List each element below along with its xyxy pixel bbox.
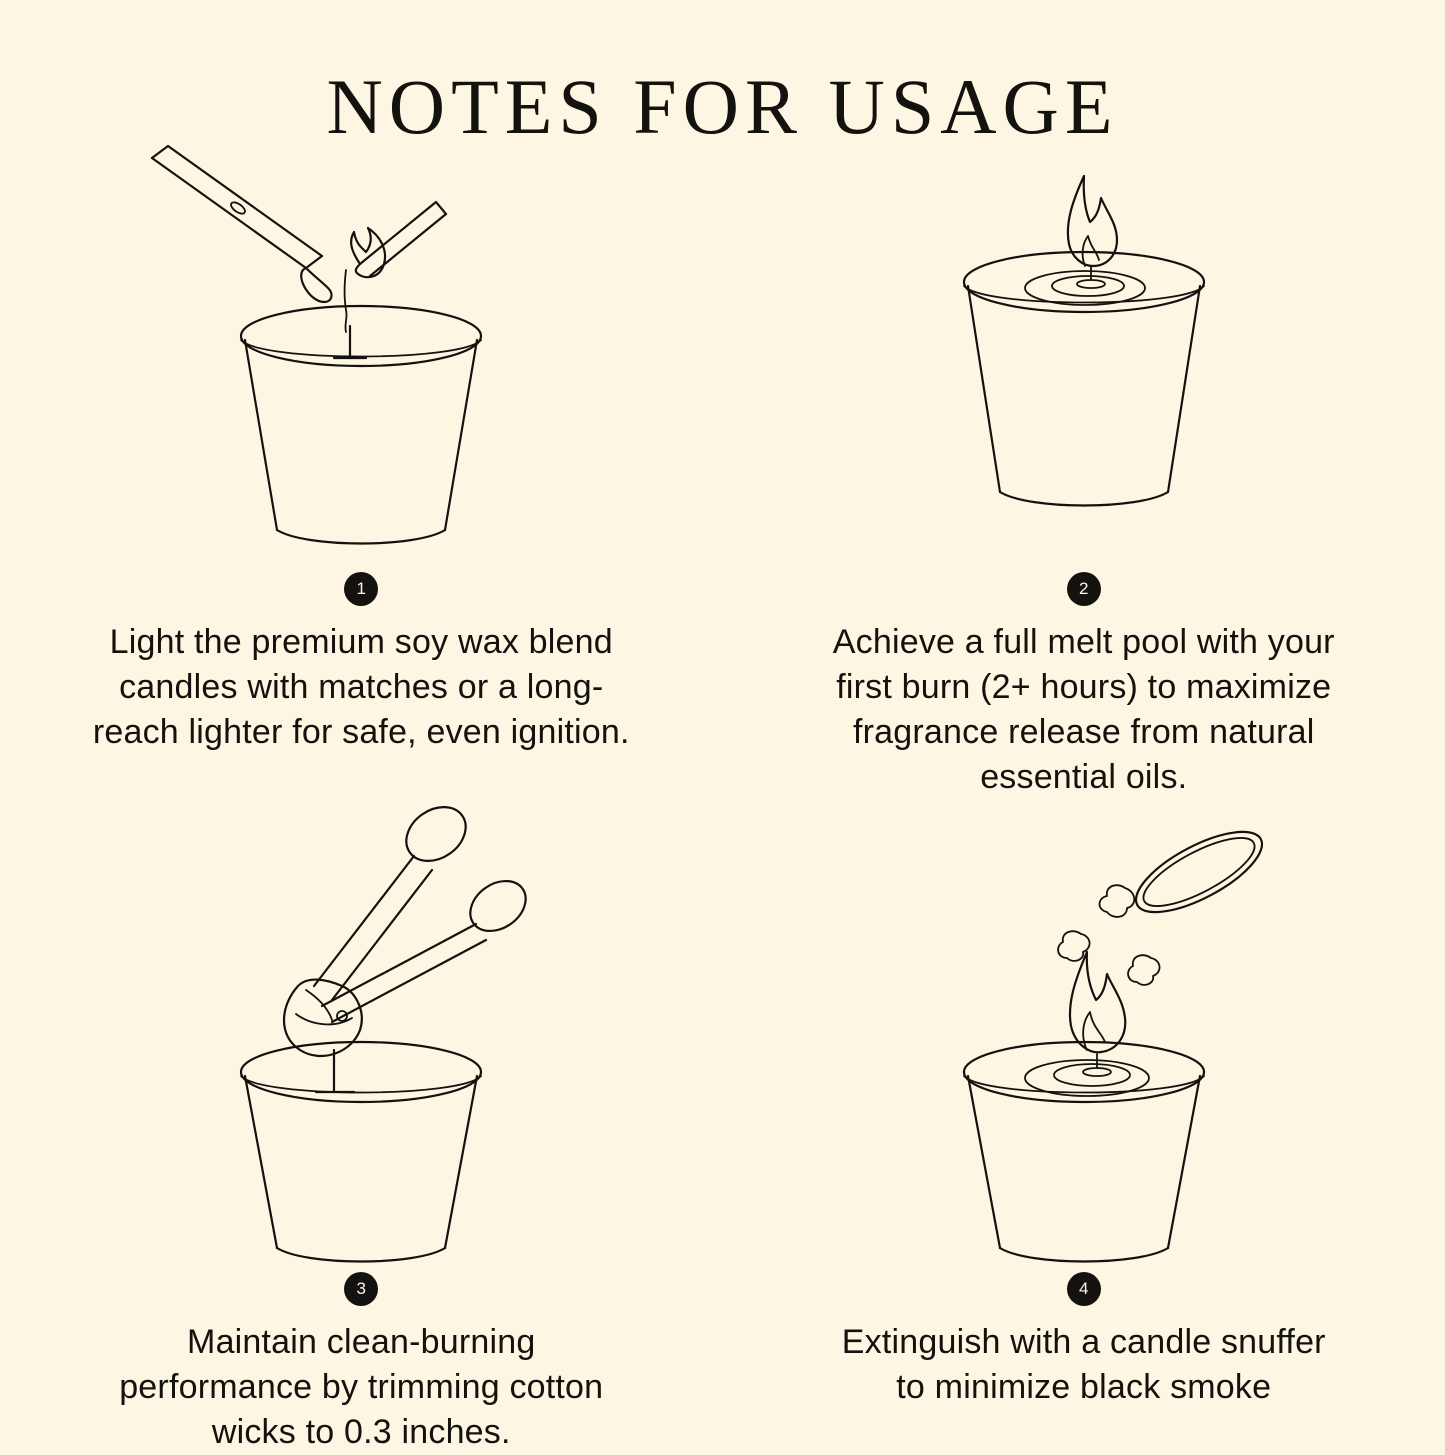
page-title: NOTES FOR USAGE: [0, 62, 1445, 152]
step-number-badge-4: 4: [1067, 1272, 1101, 1306]
wick-trimmer-scissors-icon: [146, 800, 576, 1270]
step-card-4: [723, 800, 1445, 1455]
step-caption-2: Achieve a full melt pool with your first burn (2+ hours) to maximize fragrance release from natural essential oils.: [804, 620, 1364, 800]
step-card-2: [723, 140, 1445, 800]
step-card-3: [0, 800, 723, 1455]
candle-with-match-icon: [146, 140, 576, 570]
candle-snuffer-smoke-icon: [869, 800, 1299, 1270]
step-card-1: [0, 140, 723, 800]
step-number-badge-3: 3: [344, 1272, 378, 1306]
steps-grid: [0, 140, 1445, 1445]
lit-candle-melt-pool-icon: [869, 140, 1299, 570]
step-number-badge-1: 1: [344, 572, 378, 606]
step-caption-1: Light the premium soy wax blend candles with matches or a long-reach lighter for safe, even ignition.: [81, 620, 641, 755]
step-caption-4: Extinguish with a candle snuffer to minimize black smoke: [824, 1320, 1344, 1410]
step-number-badge-2: 2: [1067, 572, 1101, 606]
step-caption-3: Maintain clean-burning performance by trimming cotton wicks to 0.3 inches.: [101, 1320, 621, 1455]
